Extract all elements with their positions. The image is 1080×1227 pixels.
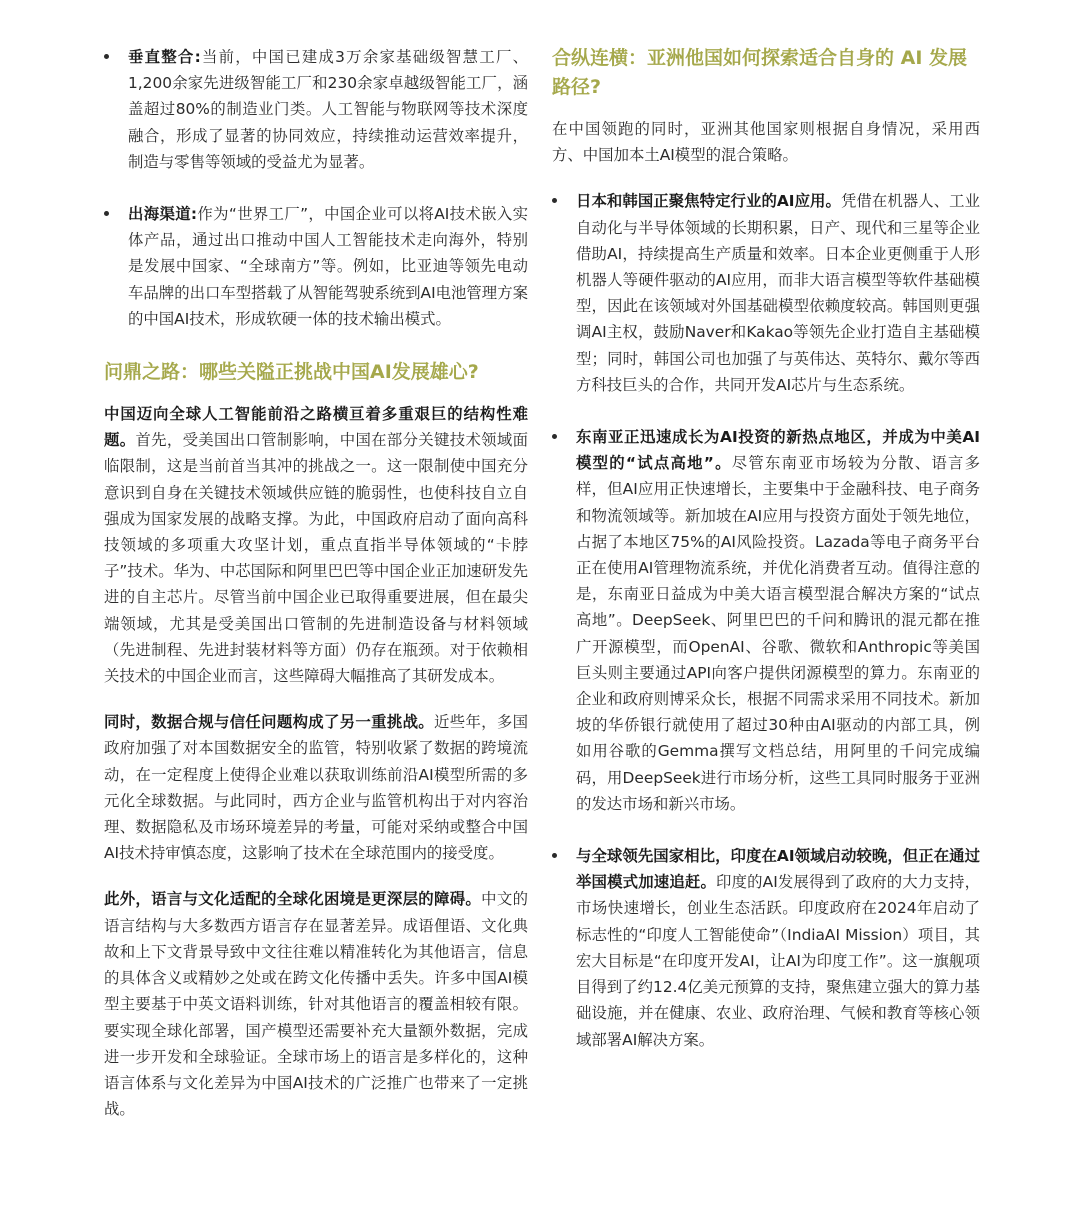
paragraph: [104, 401, 528, 689]
list-item: [104, 201, 528, 332]
bullet-dot-icon: [552, 853, 557, 858]
bullet-lead: 垂直整合:: [128, 48, 201, 66]
list-item: [552, 843, 980, 1053]
paragraph: [104, 709, 528, 866]
bullet-text: 印度的AI发展得到了政府的大力支持，市场快速增长，创业生态活跃。印度政府在2024年启动了标志性的“印度人工智能使命”（IndiaAI Mission）项目，其宏大目标是“在印度开发AI，让AI为印度工作”。这一旗舰项目得到了约12.4亿美元预算的支持，聚焦建立强大的算力基础设施，并在健康、农业、政府治理、气候和教育等核心领域部署AI解决方案。: [576, 873, 980, 1049]
left-column: [104, 44, 528, 1142]
paragraph-text: 中文的语言结构与大多数西方语言存在显著差异。成语俚语、文化典故和上下文背景导致中文往往难以精准转化为其他语言，信息的具体含义或精妙之处或在跨文化传播中丢失。许多中国AI模型主要基于中英文语料训练，针对其他语言的覆盖相较有限。要实现全球化部署，国产模型还需要补充大量额外数据，完成进一步开发和全球验证。全球市场上的语言是多样化的，这种语言体系与文化差异为中国AI技术的广泛推广也带来了一定挑战。: [104, 890, 528, 1119]
bullet-lead: 东南亚正迅速成长为AI投资的新热点地区，并成为中美AI模型的“试点高地”。: [576, 428, 980, 473]
paragraph-text: 近些年，多国政府加强了对本国数据安全的监管，特别收紧了数据的跨境流动，在一定程度上使得企业难以获取训练前沿AI模型所需的多元化全球数据。与此同时，西方企业与监管机构出于对内容治理、数据隐私及市场环境差异的考量，可能对采纳或整合中国AI技术持审慎态度，这影响了技术在全球范围内的接受度。: [104, 713, 528, 863]
section-heading-asia: 合纵连横：亚洲他国如何探索适合自身的 AI 发展路径?: [552, 47, 968, 98]
paragraph-lead: 中国迈向全球人工智能前沿之路横亘着多重艰巨的结构性难题。: [104, 405, 528, 450]
bullet-dot-icon: [552, 434, 557, 439]
list-item: [552, 424, 980, 817]
list-item: [552, 188, 980, 398]
paragraph: [104, 886, 528, 1122]
right-column: [552, 44, 980, 1079]
bullet-dot-icon: [552, 198, 557, 203]
bullet-lead: 出海渠道:: [128, 205, 198, 224]
paragraph-lead: 同时，数据合规与信任问题构成了另一重挑战。: [104, 713, 435, 732]
paragraph-lead: 此外，语言与文化适配的全球化困境是更深层的障碍。: [104, 890, 482, 909]
bullet-dot-icon: [104, 54, 109, 59]
list-item: [104, 44, 528, 175]
bullet-text: 凭借在机器人、工业自动化与半导体领域的长期积累，日产、现代和三星等企业借助AI，持续提高生产质量和效率。日本企业更侧重于人形机器人等硬件驱动的AI应用，而非大语言模型等软件基础模型，因此在该领域对外国基础模型依赖度较高。韩国则更强调AI主权，鼓励Naver和Kakao等领先企业打造自主基础模型；同时，韩国公司也加强了与英伟达、英特尔、戴尔等西方科技巨头的合作，共同开发AI芯片与生态系统。: [576, 192, 980, 394]
section-heading-challenges: 问鼎之路：哪些关隘正挑战中国AI发展雄心?: [104, 361, 479, 384]
bullet-text: 当前，中国已建成3万余家基础级智慧工厂、1,200余家先进级智能工厂和230余家卓越级智能工厂，涵盖超过80%的制造业门类。人工智能与物联网等技术深度融合，形成了显著的协同效应，持续推动运营效率提升，制造与零售等领域的受益尤为显著。: [128, 48, 529, 171]
bullet-text: 尽管东南亚市场较为分散、语言多样，但AI应用正快速增长，主要集中于金融科技、电子商务和物流领域等。新加坡在AI应用与投资方面处于领先地位，占据了本地区75%的AI风险投资。Lazada等电子商务平台正在使用AI管理物流系统，并优化消费者互动。值得注意的是，东南亚日益成为中美大语言模型混合解决方案的“试点高地”。DeepSeek、阿里巴巴的千问和腾讯的混元都在推广开源模型，而OpenAI、谷歌、微软和Anthropic等美国巨头则主要通过API向客户提供闭源模型的算力。东南亚的企业和政府则博采众长，根据不同需求采用不同技术。新加坡的华侨银行就使用了超过30种由AI驱动的内部工具，例如用谷歌的Gemma撰写文档总结，用阿里的千问完成编码，用DeepSeek进行市场分析，这些工具同时服务于亚洲的发达市场和新兴市场。: [576, 454, 980, 813]
intro-paragraph: 在中国领跑的同时，亚洲其他国家则根据自身情况，采用西方、中国加本土AI模型的混合策略。: [552, 120, 980, 165]
bullet-lead: 与全球领先国家相比，印度在AI领域启动较晚，但正在通过举国模式加速追赶。: [576, 847, 980, 892]
bullet-text: 作为“世界工厂”，中国企业可以将AI技术嵌入实体产品，通过出口推动中国人工智能技术走向海外，特别是发展中国家、“全球南方”等。例如，比亚迪等领先电动车品牌的出口车型搭载了从智能驾驶系统到AI电池管理方案的中国AI技术，形成软硬一体的技术输出模式。: [128, 205, 528, 328]
paragraph-text: 首先，受美国出口管制影响，中国在部分关键技术领域面临限制，这是当前首当其冲的挑战之一。这一限制使中国充分意识到自身在关键技术领域供应链的脆弱性，也使科技自立自强成为国家发展的战略支撑。为此，中国政府启动了面向高科技领域的多项重大攻坚计划，重点直指半导体领域的“卡脖子”技术。华为、中芯国际和阿里巴巴等中国企业正加速研发先进的自主芯片。尽管当前中国企业已取得重要进展，但在最尖端领域，尤其是受美国出口管制的先进制造设备与材料领域（先进制程、先进封装材料等方面）仍存在瓶颈。对于依赖相关技术的中国企业而言，这些障碍大幅推高了其研发成本。: [104, 431, 528, 686]
bullet-lead: 日本和韩国正聚焦特定行业的AI应用。: [576, 192, 841, 211]
bullet-dot-icon: [104, 211, 109, 216]
